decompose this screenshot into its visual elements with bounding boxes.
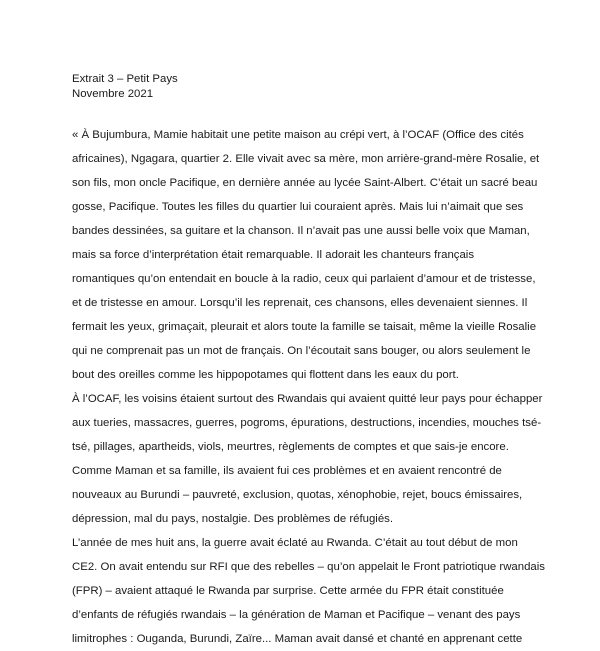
text-line: tsé, pillages, apartheids, viols, meurtres, règlements de comptes et que sais-je encore. <box>72 441 509 453</box>
text-line: mais sa force d’interprétation était remarquable. Il adorait les chanteurs français <box>72 249 475 261</box>
text-line: (FPR) – avaient attaqué le Rwanda par surprise. Cette armée du FPR était constituée <box>72 585 504 597</box>
document-header <box>72 72 178 101</box>
text-line: « À Bujumbura, Mamie habitait une petite maison au crépi vert, à l’OCAF (Office des cités <box>72 129 524 141</box>
text-line: bout des oreilles comme les hippopotames qui flottent dans les eaux du port. <box>72 369 459 381</box>
text-line: gosse, Pacifique. Toutes les filles du quartier lui couraient après. Mais lui n’aimait que ses <box>72 201 524 213</box>
text-line: qui ne comprenait pas un mot de français. On l’écoutait sans bouger, ou alors seulement le <box>72 345 531 357</box>
document-title: Extrait 3 – Petit Pays <box>72 73 178 85</box>
text-line: CE2. On avait entendu sur RFI que des rebelles – qu’on appelait le Front patriotique rwandais <box>72 561 545 573</box>
text-line: limitrophes : Ouganda, Burundi, Zaïre... Maman avait dansé et chanté en apprenant cette <box>72 633 523 645</box>
text-line: dépression, mal du pays, nostalgie. Des problèmes de réfugiés. <box>72 513 394 525</box>
text-line: et de tristesse en amour. Lorsqu’il les reprenait, ces chansons, elles devenaient siennes. Il <box>72 297 528 309</box>
text-line: africaines), Ngagara, quartier 2. Elle vivait avec sa mère, mon arrière-grand-mère Rosalie, et <box>72 153 540 165</box>
text-line: fermait les yeux, grimaçait, pleurait et alors toute la famille se taisait, même la vieille Rosalie <box>72 321 537 333</box>
text-line: Comme Maman et sa famille, ils avaient fui ces problèmes et en avaient rencontré de <box>72 465 502 477</box>
text-line: romantiques qu’on entendait en boucle à la radio, ceux qui parlaient d’amour et de tristesse, <box>72 273 536 285</box>
text-line: d’enfants de réfugiés rwandais – la génération de Maman et Pacifique – venant des pays <box>72 609 521 621</box>
document-date: Novembre 2021 <box>72 87 154 100</box>
text-line: L’année de mes huit ans, la guerre avait éclaté au Rwanda. C’était au tout début de mon <box>72 537 518 549</box>
text-line: bandes dessinées, sa guitare et la chanson. Il n’avait pas une aussi belle voix que Maman, <box>72 225 530 237</box>
document-body <box>72 123 545 651</box>
text-line: son fils, mon oncle Pacifique, en dernière année au lycée Saint-Albert. C’était un sacré beau <box>72 177 538 189</box>
text-line: À l’OCAF, les voisins étaient surtout des Rwandais qui avaient quitté leur pays pour échapper <box>72 393 543 405</box>
text-line: nouveaux au Burundi – pauvreté, exclusion, quotas, xénophobie, rejet, boucs émissaires, <box>72 489 523 501</box>
text-line: aux tueries, massacres, guerres, pogroms, épurations, destructions, incendies, mouches tsé- <box>72 417 542 429</box>
